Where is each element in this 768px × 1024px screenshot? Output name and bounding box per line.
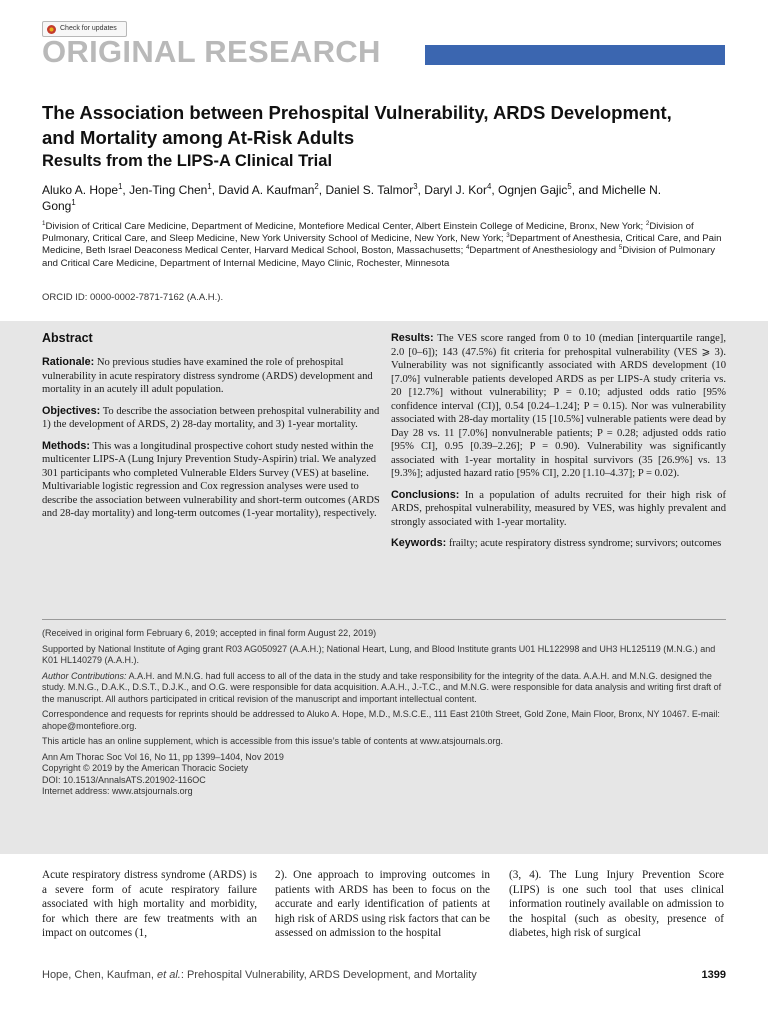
author-contributions-label: Author Contributions: [42, 670, 127, 681]
results-label: Results: [391, 332, 434, 344]
abstract-conclusions [391, 489, 726, 530]
running-footer [42, 968, 477, 982]
keywords-label: Keywords: [391, 537, 447, 549]
orcid-id: ORCID ID: 0000-0002-7871-7162 (A.A.H.). [42, 292, 224, 303]
section-header-bar [425, 45, 725, 65]
author-name: Ognjen Gajic [497, 183, 568, 197]
page-number: 1399 [701, 969, 726, 981]
crossmark-icon [47, 25, 56, 34]
abstract-objectives [42, 405, 380, 432]
affiliation-text: Division of Pulmonary and Critical Care Medicine, Department of Internal Medicine, Mayo Clinic, Rochester, Minnesota [42, 245, 715, 269]
abstract-heading: Abstract [42, 331, 93, 345]
affiliation-text: Division of Critical Care Medicine, Department of Medicine, Montefiore Medical Center, Albert Einstein College of Medicine, Bronx, New York; [45, 221, 646, 232]
author-affiliation-number: 2 [314, 182, 319, 191]
abstract-methods [42, 440, 380, 521]
author-affiliation-number: 1 [71, 198, 76, 207]
doi-line: DOI: 10.1513/AnnalsATS.201902-116OC [42, 774, 206, 785]
author-name: Daniel S. Talmor [325, 183, 414, 197]
abstract-keywords [391, 537, 726, 551]
body-column-3: (3, 4). The Lung Injury Prevention Score (LIPS) is one such tool that uses clinical information routinely available on admission to the hospital (such as obesity, presence of diabetes, high risk of surgical [509, 869, 724, 940]
affiliation-number: 3 [506, 232, 510, 240]
author-contributions [42, 671, 726, 706]
citation-line: Ann Am Thorac Soc Vol 16, No 11, pp 1399–1404, Nov 2019 [42, 751, 284, 762]
rationale-text: No previous studies have examined the role of prehospital vulnerability in acute respiratory distress syndrome (ARDS) development and mortality in an acutely ill adult population. [42, 357, 373, 395]
running-footer-title: : Prehospital Vulnerability, ARDS Development, and Mortality [180, 969, 477, 981]
body-column-2: 2). One approach to improving outcomes in patients with ARDS has been to focus on the accurate and early identification of patients at high risk of ARDS using risk factors that can be assessed on admission to the hospital [275, 869, 490, 940]
affiliation-number: 2 [645, 219, 650, 227]
author-name: David A. Kaufman [218, 183, 315, 197]
methods-label: Methods: [42, 439, 90, 452]
rationale-label: Rationale: [42, 356, 95, 368]
running-footer-authors: Hope, Chen, Kaufman, [42, 969, 154, 981]
author-name: Aluko A. Hope [42, 183, 119, 197]
body-column-1: Acute respiratory distress syndrome (ARDS) is a severe form of acute respiratory failure associated with high mortality and morbidity, for which there are few treatments with an impact on outcomes (1, [42, 869, 257, 940]
affiliation-number: 1 [42, 219, 46, 227]
abstract-divider [42, 619, 726, 620]
keywords-text: frailty; acute respiratory distress syndrome; survivors; outcomes [448, 538, 722, 549]
received-dates: (Received in original form February 6, 2019; accepted in final form August 22, 2019) [42, 628, 377, 638]
affiliation-text: Department of Anesthesiology and [469, 245, 619, 257]
abstract-results [391, 332, 726, 481]
author-name: Daryl J. Kor [424, 183, 487, 197]
abstract-left-column [42, 330, 380, 529]
author-list: Aluko A. Hope$^1$, Jen-Ting Chen$^1$, David A. Kaufman$^2$, Daniel S. Talmor$^3$, Daryl J. Kor$^4$, Ognjen Gajic$^5$, and Michelle N. Gong$^1$ [42, 182, 662, 213]
funding-statement: Supported by National Institute of Aging grant R03 AG050927 (A.A.H.); National Heart, Lung, and Blood Institute grants U01 HL122998 and UH3 HL125119 (M.N.G.) and K01 HL140279 (A.A.H.). [42, 643, 716, 665]
author-affiliation-number: 1 [118, 182, 123, 191]
article-subtitle: Results from the LIPS-A Clinical Trial [42, 152, 333, 170]
copyright-line: Copyright © 2019 by the American Thoracic Society [42, 763, 249, 773]
article-title: The Association between Prehospital Vulnerability, ARDS Development, and Mortality among At-Risk Adults [42, 102, 672, 148]
author-affiliation-number: 1 [207, 182, 212, 191]
affiliation-text: Department of Anesthesia, Critical Care, and Pain Medicine, Beth Israel Deaconess Medical Center, Harvard Medical School, Boston, Massachusetts; [42, 233, 722, 257]
objectives-label: Objectives: [42, 404, 101, 417]
author-affiliation-number: 5 [567, 182, 572, 191]
section-label: ORIGINAL RESEARCH [42, 34, 381, 69]
correspondence: Correspondence and requests for reprints should be addressed to Aluko A. Hope, M.D., M.S.C.E., 111 East 210th Street, Gold Zone, Main Floor, Bronx, NY 10467. E-mail: ahope@montefiore.org. [42, 709, 720, 731]
objectives-text: To describe the association between prehospital vulnerability and 1) the development of ARDS, 2) 28-day mortality, and 3) 1-year mortality. [42, 405, 380, 430]
front-matter-notes [42, 628, 726, 798]
internet-address-line: Internet address: www.atsjournals.org [42, 786, 193, 796]
abstract-rationale [42, 356, 380, 397]
abstract-right-column [391, 332, 726, 559]
affiliation-number: 4 [465, 244, 470, 252]
online-supplement-note: This article has an online supplement, which is accessible from this issue’s table of contents at www.atsjournals.org. [42, 736, 504, 746]
methods-text: This was a longitudinal prospective cohort study nested within the multicenter LIPS-A (Lung Injury Prevention Study-Aspirin) trial. We analyzed 301 participants who completed Vulnerable Elders Survey (VES) at baseline. Multivariable logistic regression and Cox regression analyses were used to describe the association between vulnerability and short-term outcomes (ARDS and 28-day mortality) and long-term outcomes (1-year mortality), respectively. [42, 440, 380, 519]
affiliation-text: Division of Pulmonary, Critical Care, and Sleep Medicine, New York University School of Medicine, New York, New York; [42, 221, 694, 245]
author-name: Michelle N. Gong [42, 183, 662, 213]
author-name: Jen-Ting Chen [129, 183, 208, 197]
running-footer-etal: et al. [156, 969, 181, 981]
conclusions-text: In a population of adults recruited for their high risk of ARDS, prehospital vulnerability, measured by VES, was highly prevalent and strongly associated with 1-year mortality. [391, 489, 726, 528]
results-text: The VES score ranged from 0 to 10 (median [interquartile range], 2.0 [0–6]); 143 (47.5%) fit criteria for prehospital vulnerability (VES ⩾ 3). Vulnerability was not significantly associated with ARDS development (10 [7.0%] vulnerable patients developed ARDS as per LIPS-A study criteria vs. 20 [12.7%] without vulnerability; P = 0.10; adjusted odds ratio [95% confidence interval (CI)], 0.54 [0.24–1.24]; P = 0.15). Nor was vulnerability associated with 28-day mortality (15 [10.5%] vulnerable patients were dead by Day 28 vs. 11 [7.0%] nonvulnerable patients; P = 0.28; adjusted odds ratio [95% CI], 0.95 [0.39–2.26]; P = 0.90). Vulnerability was significantly associated with 1-year mortality in hospital survivors (35 [26.9%] vs. 13 [9.3%]; adjusted hazard ratio [95% CI], 2.20 [1.10–4.37]; P = 0.02). [391, 333, 726, 479]
conclusions-label: Conclusions: [391, 488, 460, 501]
author-affiliation-number: 3 [413, 182, 418, 191]
author-contributions-text: A.A.H. and M.N.G. had full access to all of the data in the study and take responsibility for the integrity of the data. A.A.H. and M.N.G. designed the study. M.N.G., D.A.K., D.S.T., D.J.K., and O.G. were responsible for data acquisition. A.A.H., J.-T.C., and M.N.G. were responsible for data analysis and writing first draft of the manuscript. All authors participated in critical revision of the manuscript and important intellectual content. [42, 670, 722, 704]
author-affiliation-number: 4 [486, 182, 492, 191]
check-for-updates-label: Check for updates [60, 25, 117, 32]
affiliation-number: 5 [618, 244, 623, 252]
affiliations [42, 221, 732, 270]
